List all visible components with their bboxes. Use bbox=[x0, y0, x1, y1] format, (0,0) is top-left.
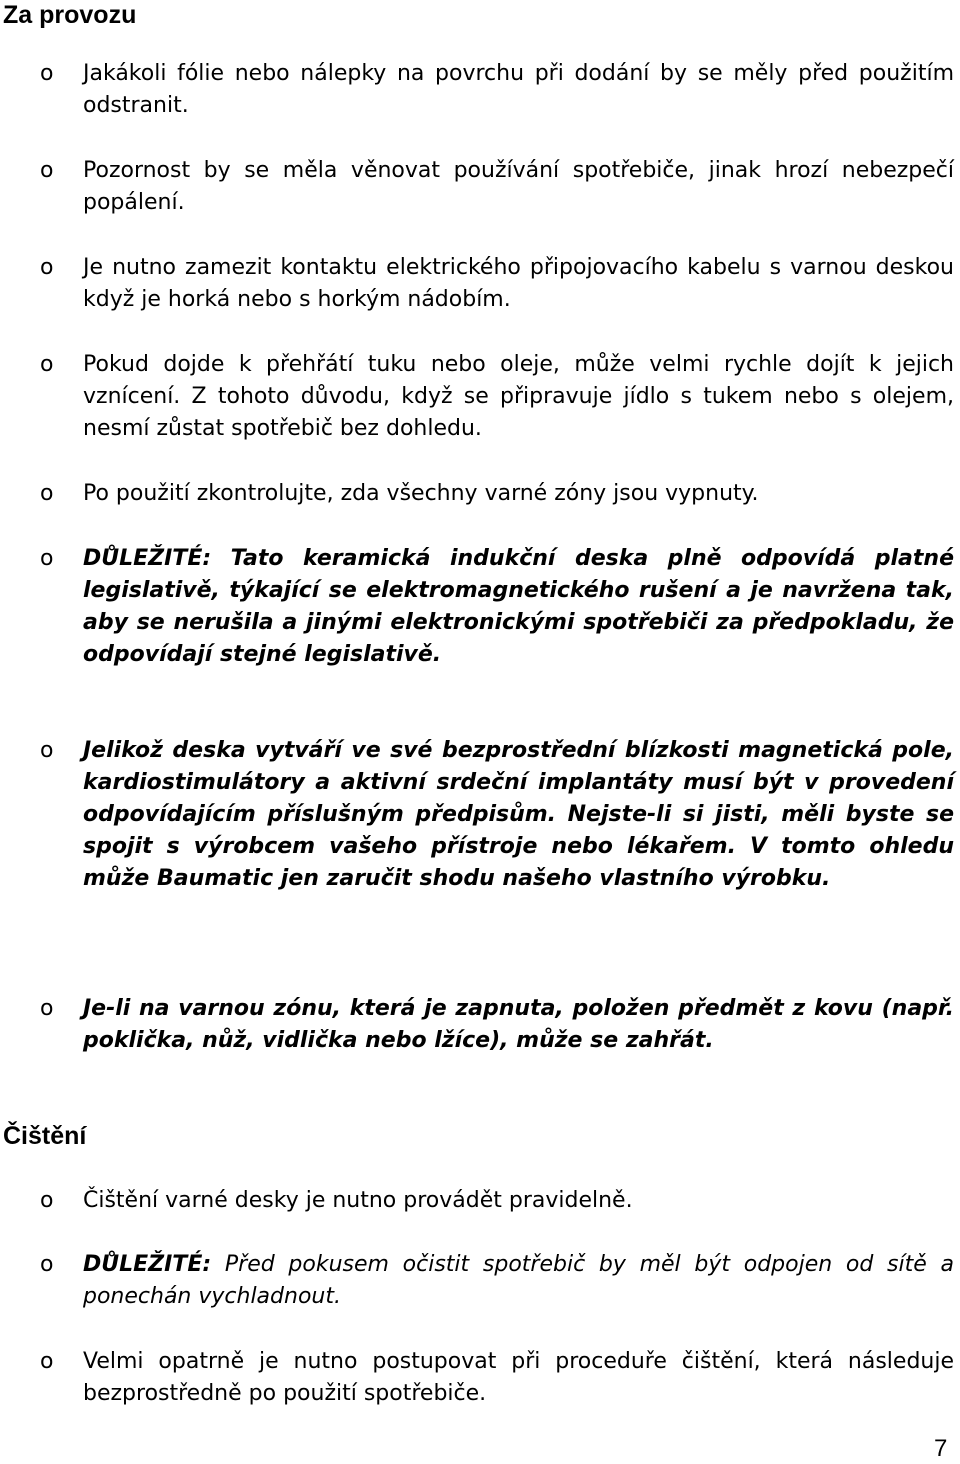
list-item-text: Po použití zkontrolujte, zda všechny varné zóny jsou vypnuty. bbox=[83, 481, 759, 506]
section-heading-cisteni: Čištění bbox=[3, 1122, 87, 1150]
important-label: DŮLEŽITÉ: bbox=[83, 1252, 212, 1277]
list-item-text: Velmi opatrně je nutno postupovat při proceduře čištění, která následuje bezprostředně po použití spotřebiče. bbox=[83, 1349, 954, 1406]
bullet-marker: o bbox=[40, 1252, 54, 1277]
bullet-marker: o bbox=[40, 996, 54, 1021]
bullet-marker: o bbox=[40, 1188, 54, 1213]
bullet-marker: o bbox=[40, 255, 54, 280]
bullet-marker: o bbox=[40, 546, 54, 571]
list-item-text: Čištění varné desky je nutno provádět pravidelně. bbox=[83, 1188, 633, 1213]
list-item-text bbox=[83, 1249, 954, 1313]
important-text: Před pokusem očistit spotřebič by měl být odpojen od sítě a ponechán vychladnout. bbox=[83, 1252, 954, 1309]
list-item-text: Jelikož deska vytváří ve své bezprostřední blízkosti magnetická pole, kardiostimulátory a aktivní srdeční implantáty musí být v provedení odpovídajícím příslušným předpisům. Nejste-li si jisti, měli byste se spojit s výrobcem vašeho přístroje nebo lékařem. V tomto ohledu může Baumatic jen zaručit shodu našeho vlastního výrobku. bbox=[83, 738, 954, 891]
bullet-marker: o bbox=[40, 158, 54, 183]
bullet-marker: o bbox=[40, 352, 54, 377]
list-item-text: Pokud dojde k přehřátí tuku nebo oleje, může velmi rychle dojít k jejich vznícení. Z tohoto důvodu, když se připravuje jídlo s tukem nebo s olejem, nesmí zůstat spotřebič bez dohledu. bbox=[83, 352, 954, 441]
list-item-text: Pozornost by se měla věnovat používání spotřebiče, jinak hrozí nebezpečí popálení. bbox=[83, 158, 954, 215]
list-item-text: Je nutno zamezit kontaktu elektrického připojovacího kabelu s varnou deskou když je horká nebo s horkým nádobím. bbox=[83, 255, 954, 312]
bullet-marker: o bbox=[40, 481, 54, 506]
bullet-marker: o bbox=[40, 738, 54, 763]
list-item-text: Je-li na varnou zónu, která je zapnuta, položen předmět z kovu (např. poklička, nůž, vidlička nebo lžíce), může se zahřát. bbox=[83, 996, 954, 1053]
section-heading-za-provozu: Za provozu bbox=[3, 1, 137, 29]
bullet-marker: o bbox=[40, 1349, 54, 1374]
list-item-text: DŮLEŽITÉ: Tato keramická indukční deska plně odpovídá platné legislativě, týkající se elektromagnetického rušení a je navržena tak, aby se nerušila a jinými elektronickými spotřebiči za předpokladu, že odpovídají stejné legislativě. bbox=[83, 546, 954, 667]
list-item-text: Jakákoli fólie nebo nálepky na povrchu při dodání by se měly před použitím odstranit. bbox=[83, 61, 954, 118]
page-number: 7 bbox=[934, 1435, 948, 1462]
bullet-marker: o bbox=[40, 61, 54, 86]
